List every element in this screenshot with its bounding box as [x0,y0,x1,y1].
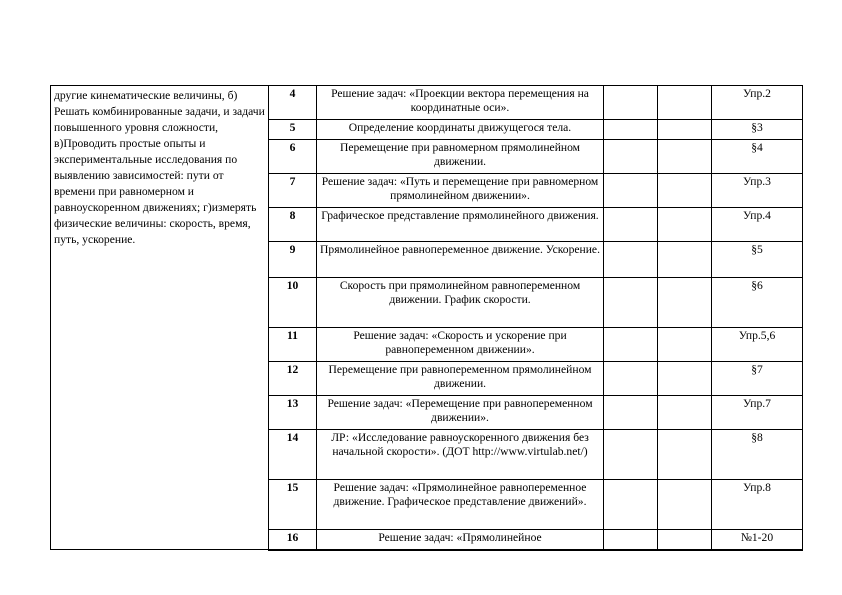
date-fact-cell [658,396,712,430]
lesson-topic: Решение задач: «Прямолинейное равнопеременное движение. Графическое представление движений». [317,480,604,530]
date-plan-cell [604,362,658,396]
lesson-number: 6 [269,140,317,174]
lesson-topic: Решение задач: «Прямолинейное [317,530,604,550]
date-fact-cell [658,208,712,242]
lesson-topic: Решение задач: «Перемещение при равнопеременном движении». [317,396,604,430]
date-plan-cell [604,174,658,208]
date-plan-cell [604,140,658,174]
lesson-topic: ЛР: «Исследование равноускоренного движения без начальной скорости». (ДОТ http://www.virtulab.net/) [317,430,604,480]
date-plan-cell [604,480,658,530]
homework-cell: §7 [712,362,803,396]
lesson-topic: Решение задач: «Путь и перемещение при равномерном прямолинейном движении». [317,174,604,208]
lesson-number: 13 [269,396,317,430]
lesson-topic: Перемещение при равнопеременном прямолинейном движении. [317,362,604,396]
date-fact-cell [658,140,712,174]
lesson-number: 16 [269,530,317,550]
lesson-topic: Перемещение при равномерном прямолинейном движении. [317,140,604,174]
date-plan-cell [604,278,658,328]
lesson-plan-table [50,85,803,551]
homework-cell: Упр.7 [712,396,803,430]
date-plan-cell [604,430,658,480]
table-row [51,86,803,120]
lesson-topic: Решение задач: «Проекции вектора перемещения на координатные оси». [317,86,604,120]
homework-cell: §8 [712,430,803,480]
date-fact-cell [658,530,712,550]
lesson-topic: Графическое представление прямолинейного движения. [317,208,604,242]
homework-cell: §3 [712,120,803,140]
homework-cell: §6 [712,278,803,328]
lesson-number: 14 [269,430,317,480]
lesson-number: 10 [269,278,317,328]
date-fact-cell [658,278,712,328]
lesson-number: 11 [269,328,317,362]
date-plan-cell [604,328,658,362]
homework-cell: Упр.3 [712,174,803,208]
lesson-number: 9 [269,242,317,278]
learning-outcomes-cell: другие кинематические величины, б) Решать комбинированные задачи, и задачи повышенного уровня сложности, в)Проводить простые опыты и экспериментальные исследования по выявлению зависимостей: пути от времени при равномерном и равноускоренном движениях; г)измерять физические величины: скорость, время, путь, ускорение. [51,86,269,550]
lesson-topic: Скорость при прямолинейном равнопеременном движении. График скорости. [317,278,604,328]
date-plan-cell [604,86,658,120]
date-fact-cell [658,120,712,140]
homework-cell: §4 [712,140,803,174]
lesson-number: 8 [269,208,317,242]
lesson-rows [51,86,803,550]
date-plan-cell [604,396,658,430]
homework-cell: Упр.4 [712,208,803,242]
lesson-number: 4 [269,86,317,120]
homework-cell: §5 [712,242,803,278]
date-fact-cell [658,328,712,362]
homework-cell: Упр.8 [712,480,803,530]
date-plan-cell [604,530,658,550]
lesson-number: 5 [269,120,317,140]
date-plan-cell [604,208,658,242]
homework-cell: №1-20 [712,530,803,550]
lesson-topic: Решение задач: «Скорость и ускорение при равнопеременном движении». [317,328,604,362]
date-fact-cell [658,430,712,480]
lesson-number: 15 [269,480,317,530]
lesson-number: 7 [269,174,317,208]
homework-cell: Упр.2 [712,86,803,120]
lesson-number: 12 [269,362,317,396]
date-plan-cell [604,242,658,278]
date-fact-cell [658,86,712,120]
lesson-topic: Определение координаты движущегося тела. [317,120,604,140]
lesson-topic: Прямолинейное равнопеременное движение. Ускорение. [317,242,604,278]
date-fact-cell [658,362,712,396]
date-fact-cell [658,480,712,530]
date-fact-cell [658,174,712,208]
date-fact-cell [658,242,712,278]
date-plan-cell [604,120,658,140]
homework-cell: Упр.5,6 [712,328,803,362]
